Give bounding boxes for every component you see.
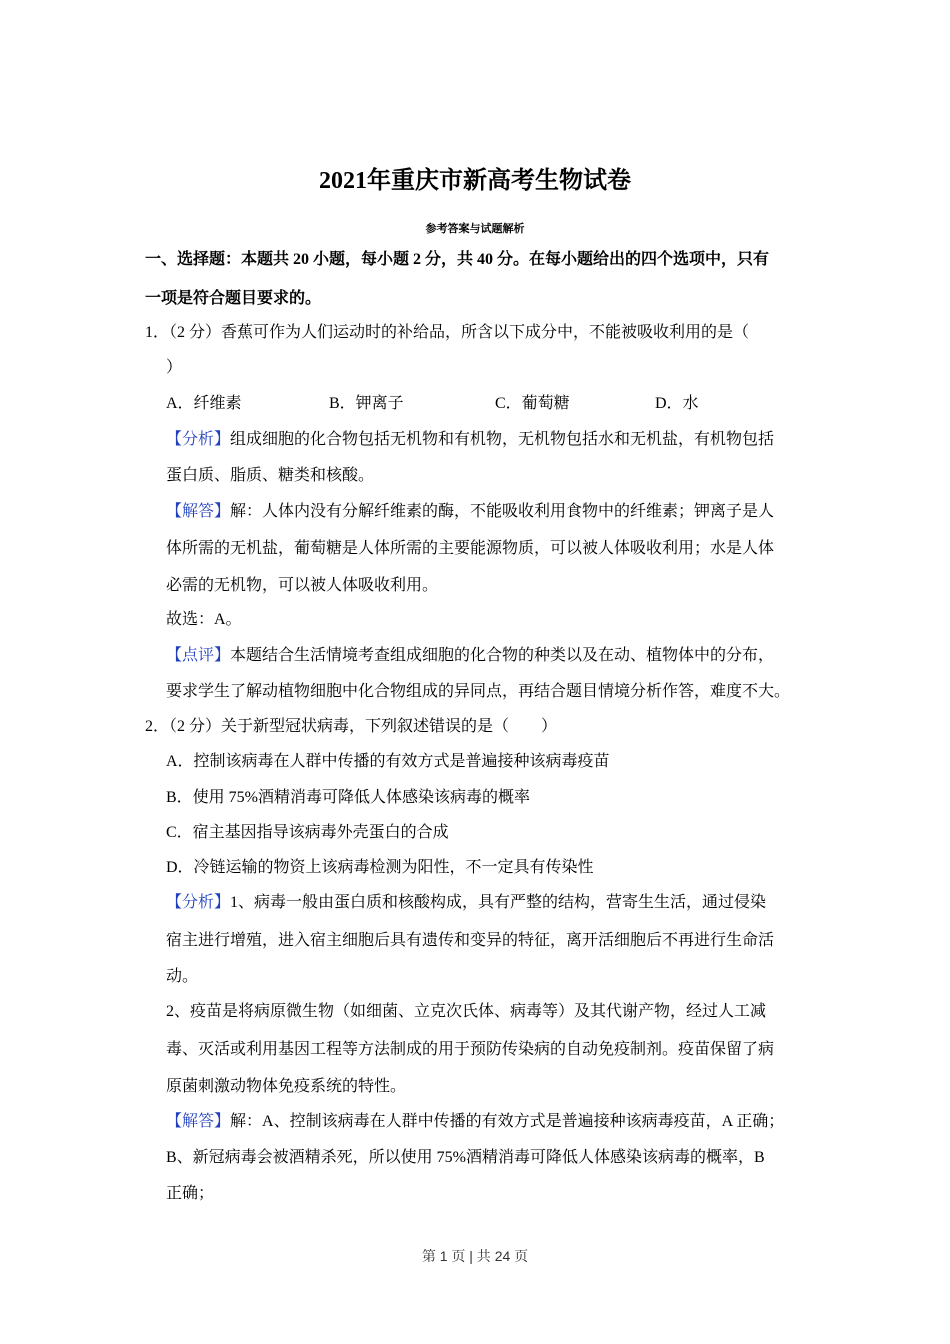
comment-tag: 【点评】 bbox=[166, 647, 231, 664]
q1-option-a: A．纤维素 bbox=[166, 395, 242, 412]
q2-analysis-line2: 宿主进行增殖，进入宿主细胞后具有遗传和变异的特征，离开活细胞后不再进行生命活 bbox=[166, 932, 775, 949]
document-subtitle: 参考答案与试题解析 bbox=[425, 223, 525, 235]
q2-option-a: A．控制该病毒在人群中传播的有效方式是普遍接种该病毒疫苗 bbox=[166, 753, 610, 770]
answer-tag: 【解答】 bbox=[166, 1113, 231, 1130]
q1-comment-line2: 要求学生了解动植物细胞中化合物组成的异同点，再结合题目情境分析作答，难度不大。 bbox=[166, 683, 791, 700]
q2-answer-line1: 【解答】解：A、控制该病毒在人群中传播的有效方式是普遍接种该病毒疫苗，A 正确； bbox=[166, 1113, 785, 1130]
q2-analysis-line6: 原菌刺激动物体免疫系统的特性。 bbox=[166, 1078, 407, 1095]
q1-answer-line2: 体所需的无机盐，葡萄糖是人体所需的主要能源物质，可以被人体吸收利用；水是人体 bbox=[166, 540, 775, 557]
q2-analysis-line5: 毒、灭活或利用基因工程等方法制成的用于预防传染病的自动免疫制剂。疫苗保留了病 bbox=[166, 1041, 775, 1058]
q1-analysis-line2: 蛋白质、脂质、糖类和核酸。 bbox=[166, 467, 375, 484]
q1-analysis-line1: 【分析】组成细胞的化合物包括无机物和有机物，无机物包括水和无机盐，有机物包括 bbox=[166, 431, 775, 448]
q2-stem: 2．（2 分）关于新型冠状病毒，下列叙述错误的是（ ） bbox=[145, 718, 558, 735]
q1-answer-line3: 必需的无机物，可以被人体吸收利用。 bbox=[166, 577, 439, 594]
q1-choice: 故选：A。 bbox=[166, 611, 242, 628]
q2-option-c: C．宿主基因指导该病毒外壳蛋白的合成 bbox=[166, 824, 449, 841]
q1-option-c: C．葡萄糖 bbox=[495, 395, 570, 412]
answer-tag: 【解答】 bbox=[166, 503, 231, 520]
q2-answer-line3: 正确； bbox=[166, 1185, 215, 1202]
analysis-tag: 【分析】 bbox=[166, 894, 231, 911]
q2-option-d: D．冷链运输的物资上该病毒检测为阳性，不一定具有传染性 bbox=[166, 859, 594, 876]
q1-answer-line1: 【解答】解：人体内没有分解纤维素的酶，不能吸收利用食物中的纤维素；钾离子是人 bbox=[166, 503, 775, 520]
q2-answer-line2: B、新冠病毒会被酒精杀死，所以使用 75%酒精消毒可降低人体感染该病毒的概率，B bbox=[166, 1149, 765, 1166]
section-header-line2: 一项是符合题目要求的。 bbox=[145, 290, 322, 307]
q1-stem-line2: ） bbox=[166, 359, 183, 376]
q1-option-d: D．水 bbox=[655, 395, 699, 412]
q2-analysis-line4: 2、疫苗是将病原微生物（如细菌、立克次氏体、病毒等）及其代谢产物，经过人工减 bbox=[166, 1003, 767, 1020]
q2-analysis-line1: 【分析】1、病毒一般由蛋白质和核酸构成，具有严整的结构，营寄生生活，通过侵染 bbox=[166, 894, 767, 911]
q1-stem-line1: 1．（2 分）香蕉可作为人们运动时的补给品，所含以下成分中，不能被吸收利用的是（ bbox=[145, 324, 750, 341]
analysis-tag: 【分析】 bbox=[166, 431, 231, 448]
document-title: 2021年重庆市新高考生物试卷 bbox=[319, 168, 631, 194]
q1-option-b: B．钾离子 bbox=[329, 395, 404, 412]
section-header-line1: 一、选择题：本题共 20 小题，每小题 2 分，共 40 分。在每小题给出的四个选项中，只有 bbox=[145, 251, 770, 268]
q1-comment-line1: 【点评】本题结合生活情境考查组成细胞的化合物的种类以及在动、植物体中的分布， bbox=[166, 647, 775, 664]
q2-option-b: B．使用 75%酒精消毒可降低人体感染该病毒的概率 bbox=[166, 789, 531, 806]
page-footer: 第 1 页 | 共 24 页 bbox=[421, 1248, 529, 1264]
q2-analysis-line3: 动。 bbox=[166, 968, 199, 985]
